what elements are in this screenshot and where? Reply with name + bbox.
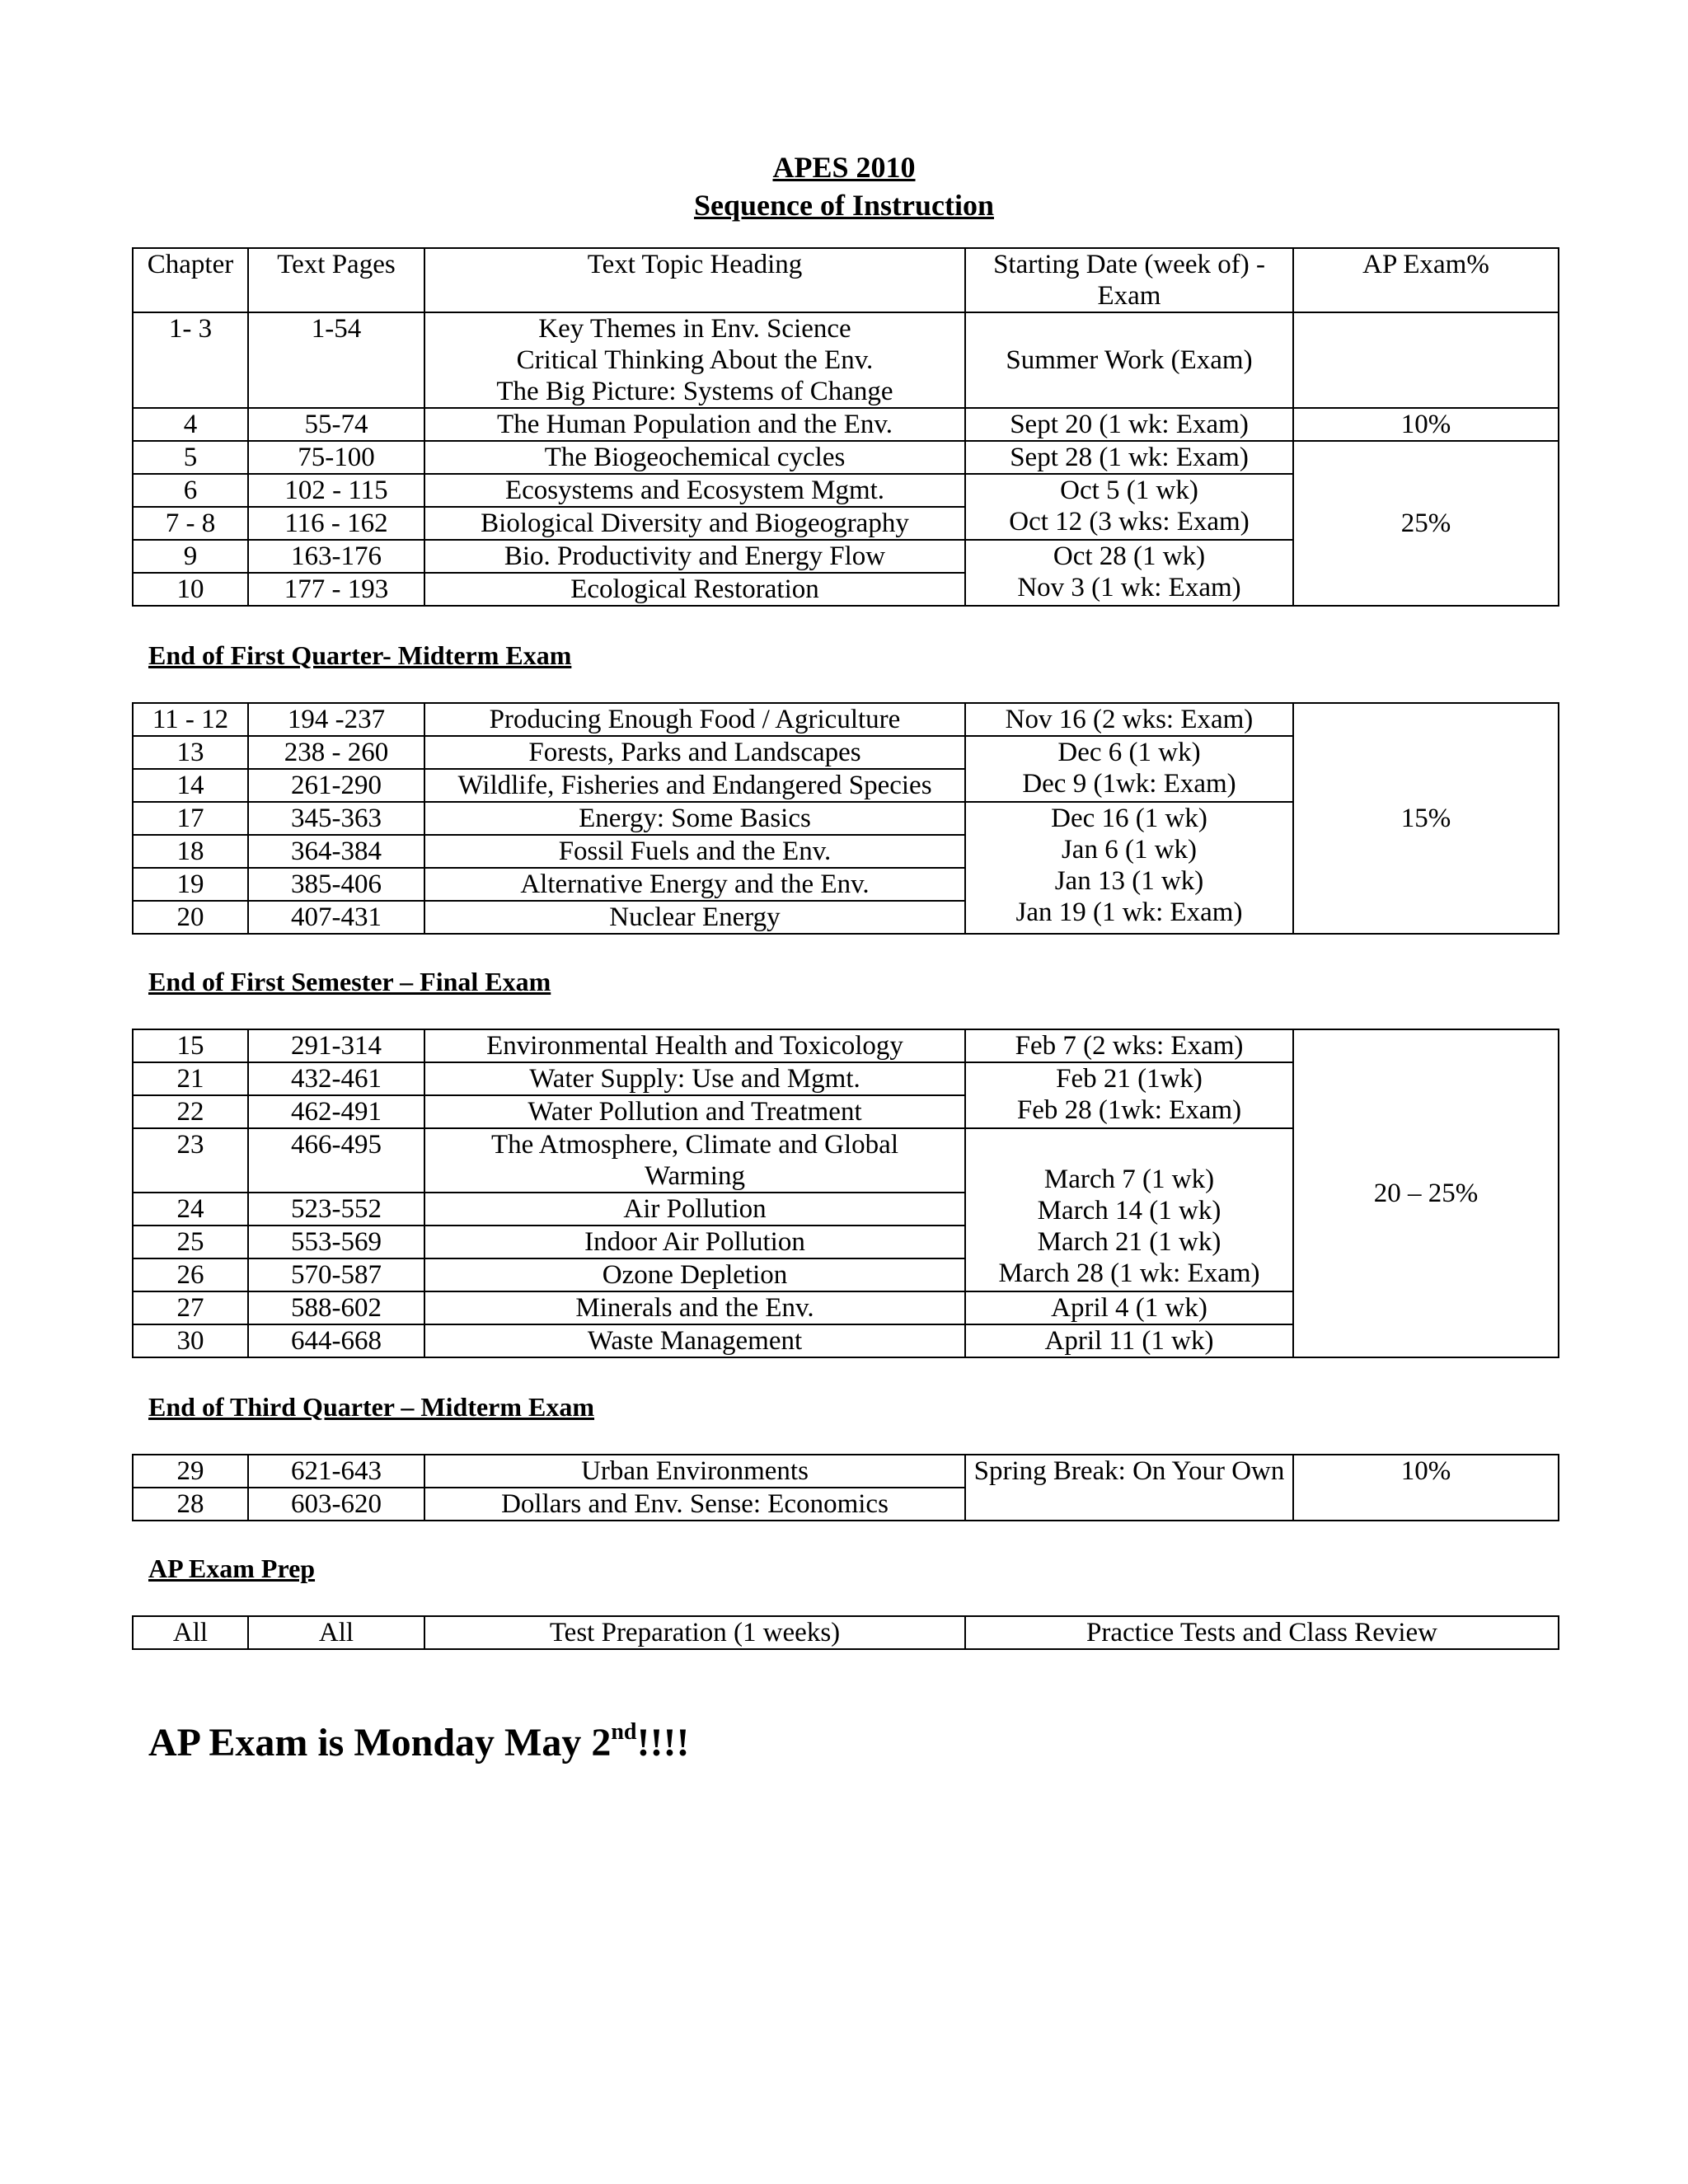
schedule-table-third-quarter [132, 1029, 1559, 1358]
date-line: Dec 6 (1 wk) [1057, 738, 1201, 767]
topic-cell: The Human Population and the Env. [424, 408, 965, 441]
chapter-cell: 5 [133, 441, 248, 474]
topic-line: The Big Picture: Systems of Change [496, 377, 893, 406]
pages-cell: 644-668 [248, 1324, 424, 1357]
schedule-table-first-semester [132, 702, 1559, 935]
topic-cell: Ecological Restoration [424, 573, 965, 606]
date-cell [965, 802, 1293, 934]
topic-cell: Energy: Some Basics [424, 802, 965, 835]
document-title: APES 2010 [772, 151, 916, 184]
date-cell: Nov 16 (2 wks: Exam) [965, 703, 1293, 736]
date-line: Feb 28 (1wk: Exam) [1016, 1095, 1242, 1125]
header-text-pages: Text Pages [248, 248, 424, 312]
pages-cell: 238 - 260 [248, 736, 424, 769]
topic-line: Key Themes in Env. Science [538, 314, 851, 344]
table-row [133, 703, 1559, 736]
date-line: March 28 (1 wk: Exam) [998, 1258, 1260, 1288]
topic-cell: Air Pollution [424, 1193, 965, 1226]
topic-cell: The Biogeochemical cycles [424, 441, 965, 474]
chapter-cell: 24 [133, 1193, 248, 1226]
date-cell: Sept 28 (1 wk: Exam) [965, 441, 1293, 474]
chapter-cell: 20 [133, 901, 248, 934]
pages-cell: 364-384 [248, 835, 424, 868]
chapter-cell: 27 [133, 1291, 248, 1324]
pages-cell: 523-552 [248, 1193, 424, 1226]
date-cell: Summer Work (Exam) [965, 312, 1293, 408]
schedule-table-exam-prep [132, 1615, 1559, 1650]
pages-cell: 261-290 [248, 769, 424, 802]
date-line: March 21 (1 wk) [1037, 1227, 1221, 1257]
date-line: Feb 21 (1wk) [1056, 1064, 1203, 1094]
topic-cell [424, 312, 965, 408]
topic-cell: Dollars and Env. Sense: Economics [424, 1488, 965, 1521]
date-cell [965, 540, 1293, 606]
pages-cell: All [248, 1616, 424, 1649]
chapter-cell: 28 [133, 1488, 248, 1521]
chapter-cell: 25 [133, 1226, 248, 1258]
pages-cell: 1-54 [248, 312, 424, 408]
topic-cell: Water Pollution and Treatment [424, 1095, 965, 1128]
chapter-cell: 26 [133, 1258, 248, 1291]
exam-date-note [148, 1718, 689, 1768]
chapter-cell: 21 [133, 1062, 248, 1095]
percent-cell: 15% [1293, 703, 1559, 934]
chapter-cell: 1- 3 [133, 312, 248, 408]
date-line: Dec 9 (1wk: Exam) [1022, 769, 1236, 799]
header-topic: Text Topic Heading [424, 248, 965, 312]
date-cell: Feb 7 (2 wks: Exam) [965, 1029, 1293, 1062]
date-line: Dec 16 (1 wk) [1051, 804, 1207, 833]
section-heading: End of Third Quarter – Midterm Exam [148, 1392, 595, 1422]
topic-cell: Forests, Parks and Landscapes [424, 736, 965, 769]
chapter-cell: 4 [133, 408, 248, 441]
table-row [133, 1616, 1559, 1649]
date-cell: Spring Break: On Your Own [965, 1455, 1293, 1521]
topic-cell: Bio. Productivity and Energy Flow [424, 540, 965, 573]
date-cell: Sept 20 (1 wk: Exam) [965, 408, 1293, 441]
pages-cell: 588-602 [248, 1291, 424, 1324]
date-cell [965, 1128, 1293, 1291]
topic-cell: The Atmosphere, Climate and Global Warming [424, 1128, 965, 1193]
date-line: Nov 3 (1 wk: Exam) [1017, 573, 1241, 602]
topic-cell: Fossil Fuels and the Env. [424, 835, 965, 868]
exam-note-exclaim: !!!! [636, 1721, 690, 1765]
chapter-cell: 29 [133, 1455, 248, 1488]
topic-cell: Ozone Depletion [424, 1258, 965, 1291]
topic-cell: Wildlife, Fisheries and Endangered Species [424, 769, 965, 802]
percent-cell: 10% [1293, 1455, 1559, 1521]
exam-note-suffix: nd [611, 1719, 637, 1745]
topic-cell: Indoor Air Pollution [424, 1226, 965, 1258]
date-line: Oct 5 (1 wk) [1060, 476, 1198, 505]
pages-cell: 385-406 [248, 868, 424, 901]
chapter-cell: All [133, 1616, 248, 1649]
pages-cell: 407-431 [248, 901, 424, 934]
chapter-cell: 7 - 8 [133, 507, 248, 540]
chapter-cell: 17 [133, 802, 248, 835]
chapter-cell: 19 [133, 868, 248, 901]
pages-cell: 345-363 [248, 802, 424, 835]
table-row [133, 1455, 1559, 1488]
topic-cell: Minerals and the Env. [424, 1291, 965, 1324]
date-cell [965, 1062, 1293, 1128]
chapter-cell: 13 [133, 736, 248, 769]
pages-cell: 621-643 [248, 1455, 424, 1488]
pages-cell: 163-176 [248, 540, 424, 573]
pages-cell: 75-100 [248, 441, 424, 474]
section-heading: End of First Semester – Final Exam [148, 967, 551, 996]
date-cell [965, 474, 1293, 540]
topic-cell: Waste Management [424, 1324, 965, 1357]
topic-cell: Ecosystems and Ecosystem Mgmt. [424, 474, 965, 507]
topic-cell: Test Preparation (1 weeks) [424, 1616, 965, 1649]
header-starting-date: Starting Date (week of) - Exam [965, 248, 1293, 312]
chapter-cell: 30 [133, 1324, 248, 1357]
pages-cell: 432-461 [248, 1062, 424, 1095]
pages-cell: 553-569 [248, 1226, 424, 1258]
chapter-cell: 18 [133, 835, 248, 868]
table-header-row [133, 248, 1559, 312]
chapter-cell: 9 [133, 540, 248, 573]
chapter-cell: 14 [133, 769, 248, 802]
topic-cell: Alternative Energy and the Env. [424, 868, 965, 901]
topic-cell: Environmental Health and Toxicology [424, 1029, 965, 1062]
table-row [133, 312, 1559, 408]
topic-cell: Water Supply: Use and Mgmt. [424, 1062, 965, 1095]
date-line: Jan 6 (1 wk) [1061, 835, 1198, 865]
pages-cell: 102 - 115 [248, 474, 424, 507]
date-cell [965, 736, 1293, 802]
schedule-table-spring [132, 1454, 1559, 1521]
chapter-cell: 6 [133, 474, 248, 507]
topic-cell: Biological Diversity and Biogeography [424, 507, 965, 540]
pages-cell: 603-620 [248, 1488, 424, 1521]
date-cell: Practice Tests and Class Review [965, 1616, 1559, 1649]
header-chapter: Chapter [133, 248, 248, 312]
date-cell: April 11 (1 wk) [965, 1324, 1293, 1357]
section-heading: AP Exam Prep [148, 1554, 316, 1583]
schedule-table-first-quarter [132, 247, 1559, 607]
date-cell: April 4 (1 wk) [965, 1291, 1293, 1324]
chapter-cell: 11 - 12 [133, 703, 248, 736]
topic-line: Critical Thinking About the Env. [516, 345, 874, 375]
pages-cell: 177 - 193 [248, 573, 424, 606]
chapter-cell: 10 [133, 573, 248, 606]
date-line: Oct 12 (3 wks: Exam) [1009, 507, 1250, 537]
date-line: March 14 (1 wk) [1037, 1196, 1221, 1226]
table-row [133, 408, 1559, 441]
topic-cell: Urban Environments [424, 1455, 965, 1488]
percent-cell: 25% [1293, 441, 1559, 606]
pages-cell: 570-587 [248, 1258, 424, 1291]
chapter-cell: 15 [133, 1029, 248, 1062]
percent-cell: 10% [1293, 408, 1559, 441]
pages-cell: 55-74 [248, 408, 424, 441]
pages-cell: 462-491 [248, 1095, 424, 1128]
pages-cell: 291-314 [248, 1029, 424, 1062]
header-ap-exam-percent: AP Exam% [1293, 248, 1559, 312]
document-subtitle: Sequence of Instruction [693, 189, 994, 222]
table-row [133, 441, 1559, 474]
percent-cell [1293, 312, 1559, 408]
section-heading: End of First Quarter- Midterm Exam [148, 640, 572, 670]
table-row [133, 1029, 1559, 1062]
date-line: Oct 28 (1 wk) [1053, 541, 1206, 571]
percent-cell: 20 – 25% [1293, 1029, 1559, 1357]
chapter-cell: 22 [133, 1095, 248, 1128]
date-line: Jan 13 (1 wk) [1054, 866, 1204, 896]
chapter-cell: 23 [133, 1128, 248, 1193]
date-line: Jan 19 (1 wk: Exam) [1015, 898, 1243, 927]
exam-note-text: AP Exam is Monday May 2 [148, 1721, 612, 1765]
topic-cell: Nuclear Energy [424, 901, 965, 934]
topic-cell: Producing Enough Food / Agriculture [424, 703, 965, 736]
date-line: March 7 (1 wk) [1043, 1165, 1215, 1194]
pages-cell: 466-495 [248, 1128, 424, 1193]
pages-cell: 116 - 162 [248, 507, 424, 540]
pages-cell: 194 -237 [248, 703, 424, 736]
